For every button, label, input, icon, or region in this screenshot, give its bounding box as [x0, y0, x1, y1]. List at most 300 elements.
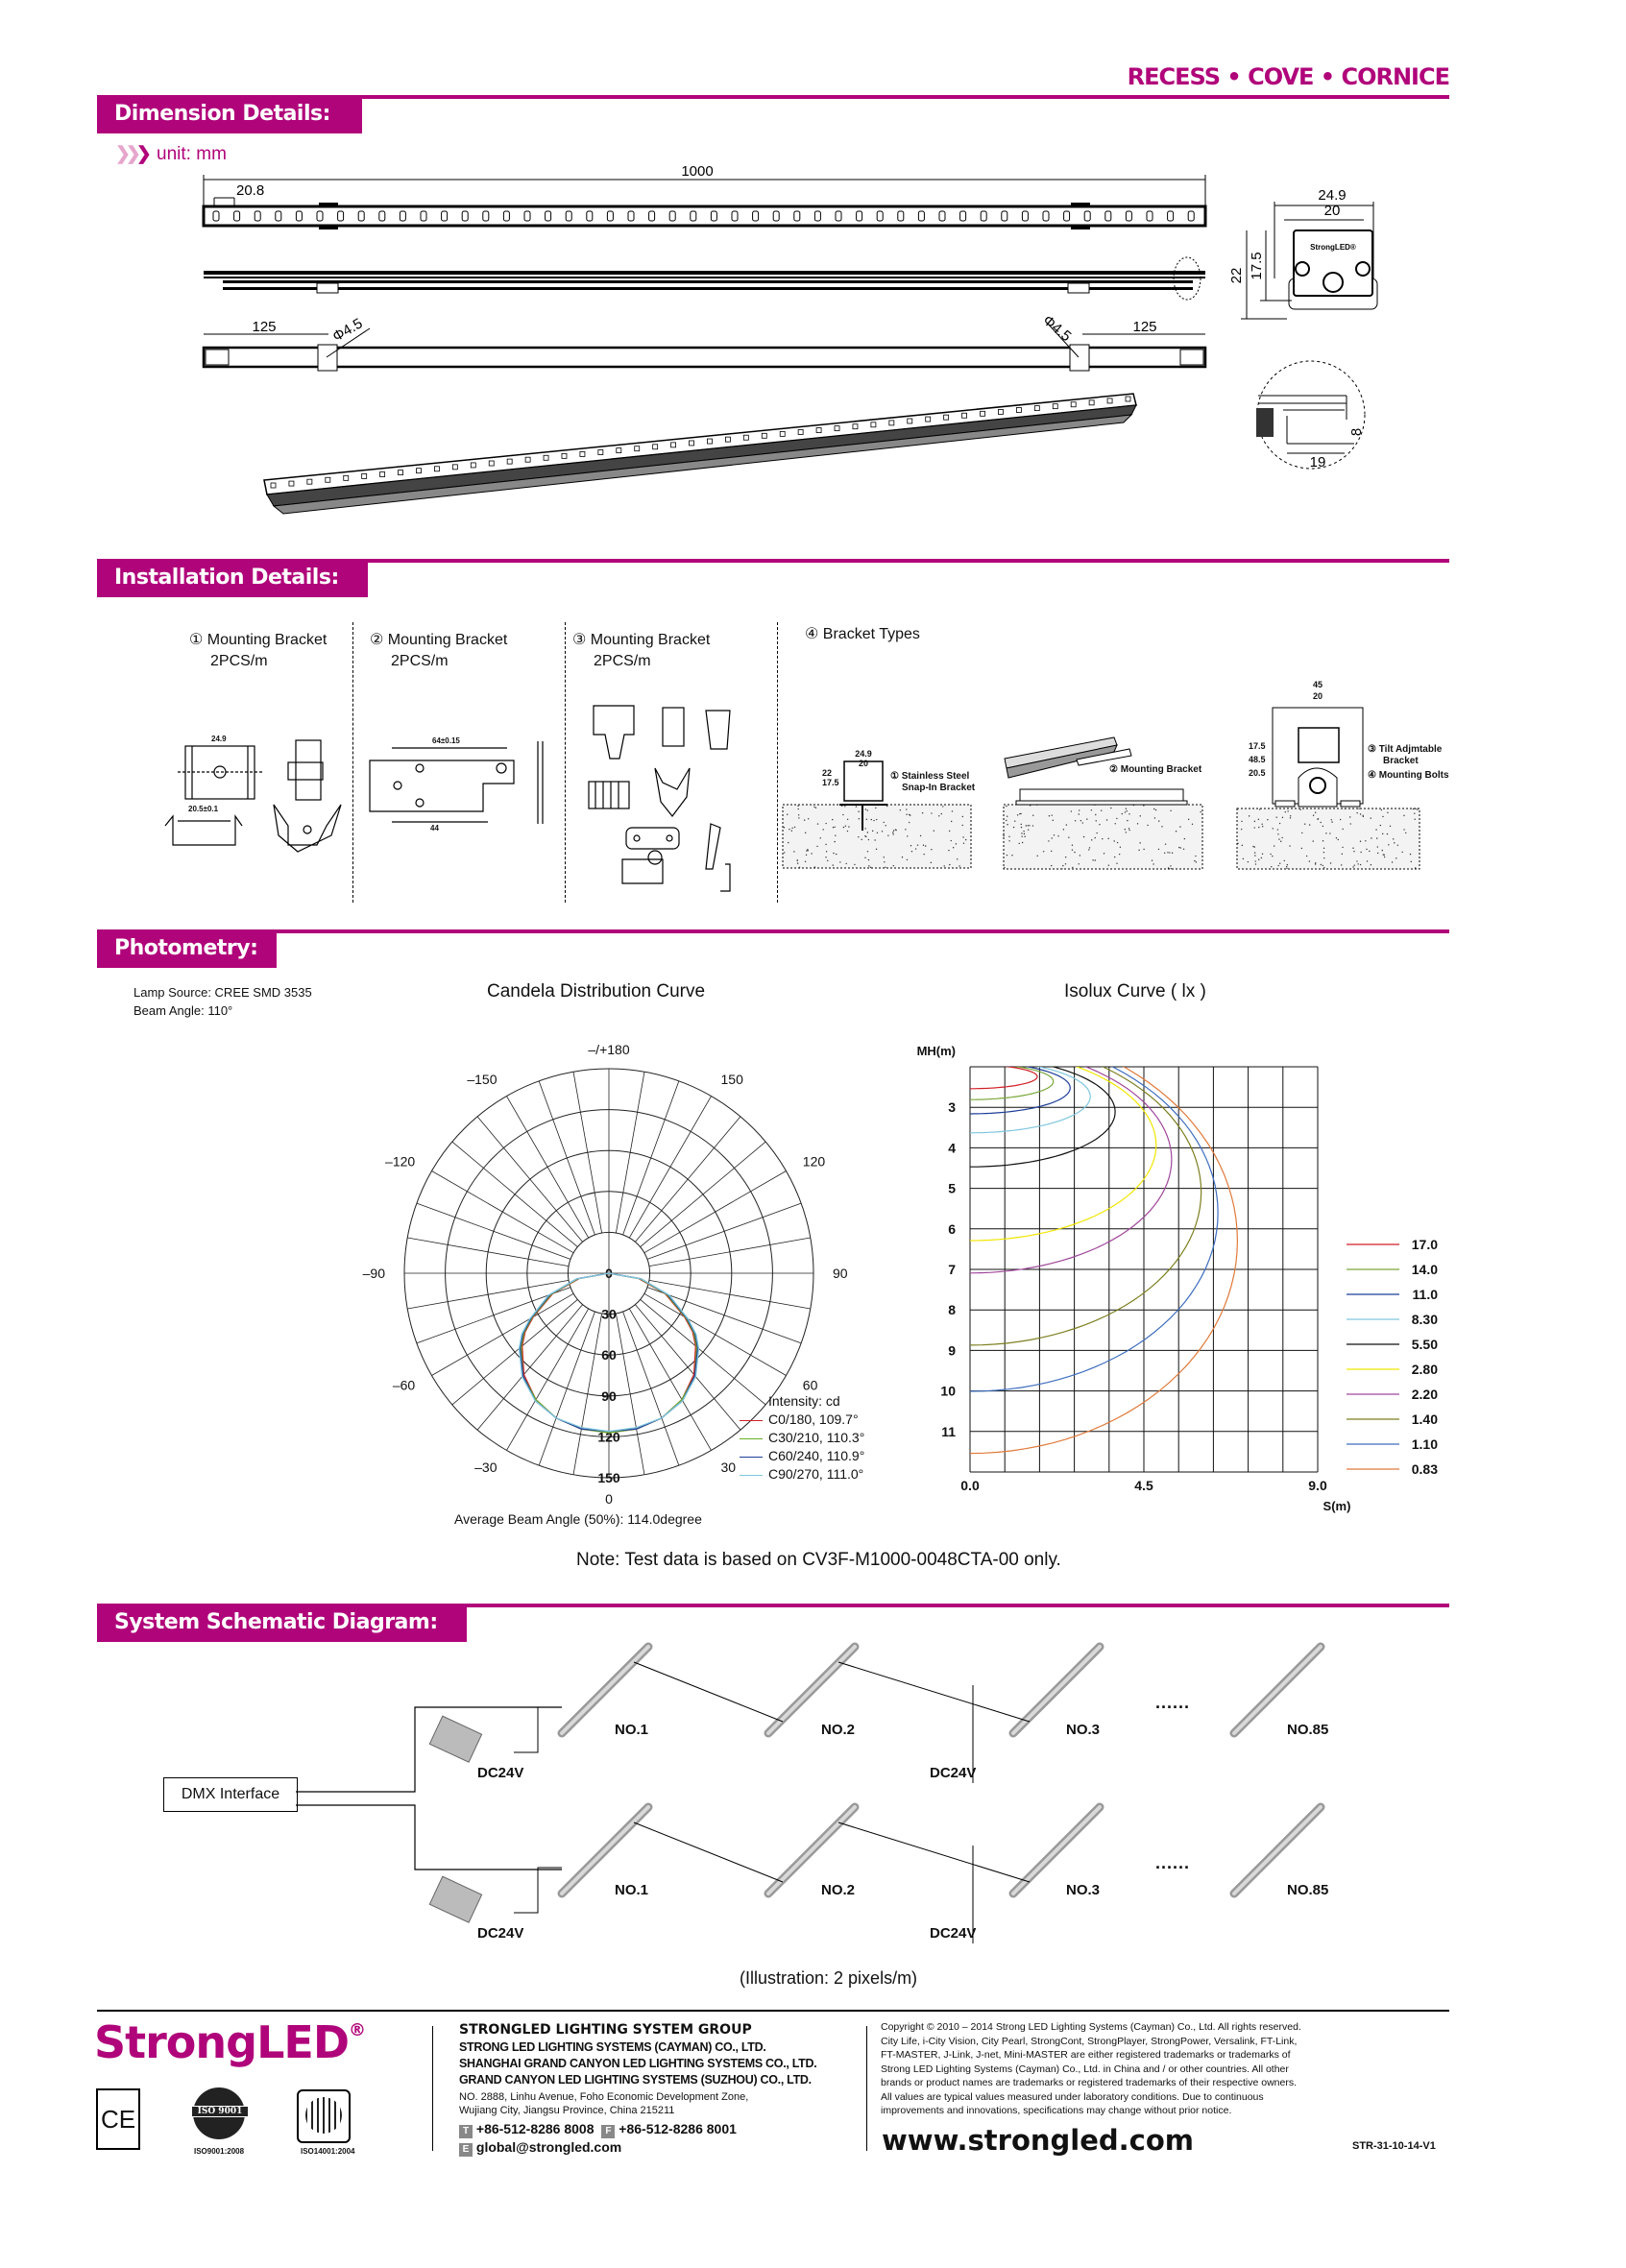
address-2: Wujiang City, Jiangsu Province, China 215211 — [459, 2105, 675, 2116]
x-axis-label: S(m) — [1323, 1499, 1351, 1513]
ground-speckle — [844, 806, 845, 807]
ground-speckle — [1008, 840, 1009, 841]
legend-label: 1.40 — [1411, 1411, 1438, 1427]
ground-block — [783, 805, 971, 868]
ground-speckle — [798, 808, 799, 809]
ground-speckle — [956, 843, 957, 844]
ground-speckle — [905, 829, 906, 830]
ground-speckle — [1282, 817, 1283, 818]
ground-speckle — [1153, 808, 1154, 809]
company-block — [459, 2022, 816, 2157]
polar-spoke — [452, 1142, 578, 1247]
legend-swatch — [740, 1475, 763, 1477]
phone-number: +86-512-8286 8008 — [475, 2121, 595, 2136]
ground-speckle — [1258, 827, 1259, 828]
ground-speckle — [1382, 850, 1383, 851]
ground-speckle — [1152, 860, 1153, 861]
ground-speckle — [1267, 819, 1268, 820]
ground-speckle — [1255, 860, 1256, 861]
ground-speckle — [907, 835, 908, 836]
ground-speckle — [834, 827, 835, 828]
ground-speckle — [1366, 849, 1367, 850]
daisy-chain-link — [838, 1822, 1030, 1882]
ground-speckle — [1125, 829, 1126, 830]
ground-speckle — [1258, 859, 1259, 860]
ground-speckle — [1168, 867, 1169, 868]
dim-height-inner: 17.5 — [1249, 252, 1265, 280]
polar-spoke — [452, 1299, 578, 1405]
section-header-dimension: Dimension Details: — [97, 95, 362, 133]
polar-angle-label: 150 — [720, 1072, 743, 1088]
ground-speckle — [1082, 822, 1083, 823]
ground-speckle — [1048, 840, 1049, 841]
ground-speckle — [1241, 829, 1242, 830]
ground-speckle — [892, 833, 893, 834]
ground-speckle — [1284, 860, 1285, 861]
ground-speckle — [1024, 833, 1025, 834]
daisy-chain-link — [634, 1662, 783, 1722]
ground-speckle — [813, 807, 814, 808]
legend-swatch — [740, 1457, 763, 1459]
ground-speckle — [1140, 815, 1141, 816]
led-fixture-highlight — [768, 1647, 855, 1733]
bracket-2-dim-length: 64±0.15 — [432, 736, 460, 745]
schematic-caption: (Illustration: 2 pixels/m) — [740, 1968, 918, 1988]
ground-speckle — [915, 848, 916, 849]
led-fixture-highlight — [768, 1807, 855, 1894]
ground-speckle — [1088, 849, 1089, 850]
address-1: NO. 2888, Linhu Avenue, Foho Economic Development Zone, — [459, 2091, 749, 2103]
ground-speckle — [1405, 832, 1406, 833]
ground-speckle — [1178, 847, 1179, 848]
x-tick-label: 9.0 — [1308, 1478, 1327, 1493]
ground-speckle — [931, 862, 932, 863]
ground-speckle — [893, 865, 894, 866]
test-note: Note: Test data is based on CV3F-M1000-0048CTA-00 only. — [576, 1550, 1061, 1570]
bracket-1-label: ① Mounting Bracket — [189, 632, 328, 648]
ground-speckle — [867, 809, 868, 810]
ground-speckle — [1008, 836, 1009, 837]
ground-speckle — [1254, 821, 1255, 822]
ground-speckle — [858, 810, 859, 811]
ground-speckle — [1192, 824, 1193, 825]
footer-divider — [866, 2026, 867, 2151]
ground-speckle — [843, 827, 844, 828]
ground-block — [1004, 805, 1202, 869]
ground-speckle — [1051, 865, 1052, 866]
copyright-line: Copyright © 2010 – 2014 Strong LED Lighting Systems (Cayman) Co., Ltd. All rights reserved. — [881, 2021, 1301, 2033]
ground-speckle — [1092, 859, 1093, 860]
ground-speckle — [952, 810, 953, 811]
ground-speckle — [1255, 863, 1256, 864]
ground-speckle — [1353, 851, 1354, 852]
ground-speckle — [877, 832, 878, 833]
ground-speckle — [784, 852, 785, 853]
ground-speckle — [1261, 857, 1262, 858]
ground-speckle — [835, 835, 836, 836]
ground-speckle — [1290, 815, 1291, 816]
power-line — [514, 1707, 562, 1752]
polar-angle-label: 120 — [802, 1153, 826, 1170]
ground-speckle — [1249, 815, 1250, 816]
ground-speckle — [864, 828, 865, 829]
ground-speckle — [834, 841, 835, 842]
polar-angle-label: –120 — [385, 1153, 416, 1170]
ground-speckle — [1315, 863, 1316, 864]
ground-speckle — [1154, 817, 1155, 818]
ground-speckle — [1280, 841, 1281, 842]
ground-speckle — [1387, 812, 1388, 813]
ground-speckle — [941, 813, 942, 814]
ground-speckle — [793, 851, 794, 852]
dmx-interface-box[interactable]: DMX Interface — [163, 1777, 298, 1812]
legend-label: 17.0 — [1411, 1237, 1438, 1252]
ground-speckle — [796, 859, 797, 860]
iso9001-label: ISO9001:2008 — [194, 2147, 245, 2156]
ground-speckle — [1349, 816, 1350, 817]
ground-speckle — [1377, 846, 1378, 847]
polar-spoke — [647, 1288, 801, 1343]
ground-speckle — [833, 853, 834, 854]
ground-speckle — [1017, 814, 1018, 815]
ground-speckle — [1188, 819, 1189, 820]
ground-speckle — [1125, 811, 1126, 812]
ground-speckle — [1331, 821, 1332, 822]
legend-swatch — [740, 1420, 763, 1422]
ground-speckle — [1278, 838, 1279, 839]
dim-hole-right: Φ4.5 — [1039, 312, 1075, 346]
ground-speckle — [1304, 823, 1305, 824]
dim-t3-lo: 20.5 — [1249, 768, 1266, 778]
ground-speckle — [1158, 820, 1159, 821]
ground-speckle — [1272, 856, 1273, 857]
type-3-label — [1368, 744, 1449, 782]
ground-speckle — [1341, 864, 1342, 865]
ground-speckle — [1155, 809, 1156, 810]
ground-speckle — [1095, 859, 1096, 860]
ground-speckle — [884, 822, 885, 823]
ground-speckle — [1113, 840, 1114, 841]
ground-speckle — [1363, 815, 1364, 816]
ground-speckle — [842, 814, 843, 815]
ground-speckle — [1024, 836, 1025, 837]
bracket-3-drawing — [589, 706, 730, 891]
polar-spoke — [649, 1238, 811, 1267]
legend-label: 1.10 — [1411, 1436, 1438, 1452]
ground-speckle — [797, 862, 798, 863]
ground-speckle — [1360, 841, 1361, 842]
x-tick-label: 0.0 — [960, 1478, 980, 1493]
profile-logo: StrongLED® — [1310, 243, 1356, 252]
ground-speckle — [1128, 813, 1129, 814]
ground-speckle — [816, 846, 817, 847]
polar-spoke — [407, 1238, 569, 1267]
ground-speckle — [1376, 837, 1377, 838]
section-header-photometry: Photometry: — [97, 929, 277, 968]
ground-speckle — [1164, 853, 1165, 854]
ground-speckle — [1184, 838, 1185, 839]
email-link[interactable]: global@strongled.com — [475, 2139, 622, 2155]
dmx-line — [296, 1805, 562, 1870]
polar-spoke — [623, 1081, 679, 1235]
ground-speckle — [1254, 852, 1255, 853]
ground-speckle — [1254, 855, 1255, 856]
dim-t3-i: 20 — [1312, 691, 1323, 701]
ground-speckle — [820, 837, 821, 838]
globe-icon — [305, 2097, 342, 2134]
legend-item — [740, 1447, 864, 1465]
ground-speckle — [1336, 837, 1337, 838]
ground-speckle — [1414, 813, 1415, 814]
ground-speckle — [1261, 824, 1262, 825]
ground-speckle — [1377, 853, 1378, 854]
website-link[interactable]: www.strongled.com — [882, 2124, 1195, 2157]
ground-speckle — [1415, 867, 1416, 868]
ground-speckle — [1286, 866, 1287, 867]
ground-speckle — [1183, 849, 1184, 850]
ground-speckle — [1179, 826, 1180, 827]
ground-speckle — [1329, 832, 1330, 833]
fax-icon: F — [601, 2125, 615, 2138]
ground-speckle — [1122, 813, 1123, 814]
ground-speckle — [1065, 863, 1066, 864]
ground-speckle — [1026, 825, 1027, 826]
dim-end-right: 125 — [1132, 319, 1157, 335]
type-3-dims — [1303, 679, 1332, 702]
ground-speckle — [1394, 842, 1395, 843]
copyright-line: brands or product names are trademarks or registered trademarks of their respective owners. — [881, 2077, 1298, 2088]
polar-spoke — [432, 1293, 574, 1375]
ground-speckle — [871, 819, 872, 820]
polar-spoke — [573, 1314, 602, 1475]
ground-speckle — [825, 844, 826, 845]
ground-speckle — [1254, 827, 1255, 828]
dim-t1-w: 24.9 — [855, 749, 872, 759]
ground-speckle — [1315, 862, 1316, 863]
ground-speckle — [1062, 865, 1063, 866]
legend-label: 2.80 — [1411, 1362, 1438, 1377]
y-tick-label: 7 — [948, 1262, 956, 1277]
ground-speckle — [1281, 837, 1282, 838]
ground-speckle — [1275, 816, 1276, 817]
ground-speckle — [1286, 868, 1287, 869]
ground-speckle — [1192, 804, 1193, 805]
psu-label: DC24V — [930, 1925, 977, 1942]
ground-speckle — [1382, 816, 1383, 817]
fixture-label: NO.85 — [1287, 1722, 1329, 1738]
ground-speckle — [1006, 806, 1007, 807]
ground-speckle — [1352, 848, 1353, 849]
ground-speckle — [1262, 826, 1263, 827]
polar-spoke — [507, 1097, 589, 1239]
ground-speckle — [1102, 838, 1103, 839]
polar-spoke — [644, 1293, 787, 1375]
ground-speckle — [1415, 808, 1416, 809]
ground-speckle — [836, 854, 837, 855]
ground-speckle — [1414, 818, 1415, 819]
ellipsis: ...... — [1155, 1853, 1191, 1872]
ground-speckle — [885, 867, 886, 868]
ground-speckle — [854, 864, 855, 865]
legend-item — [740, 1429, 864, 1447]
legend-label: 8.30 — [1411, 1312, 1438, 1327]
ground-speckle — [805, 832, 806, 833]
ground-speckle — [1306, 856, 1307, 857]
ground-speckle — [1403, 815, 1404, 816]
polar-angle-label: 90 — [833, 1266, 848, 1281]
phone-row — [459, 2120, 816, 2138]
ground-speckle — [847, 831, 848, 832]
ground-speckle — [1101, 810, 1102, 811]
type-2-label: ② Mounting Bracket — [1109, 764, 1202, 775]
legend-label: C60/240, 110.9° — [768, 1448, 865, 1463]
ground-speckle — [1331, 819, 1332, 820]
ground-speckle — [931, 812, 932, 813]
ground-speckle — [1313, 840, 1314, 841]
ground-speckle — [1410, 854, 1411, 855]
ground-speckle — [1004, 867, 1005, 868]
ground-speckle — [1393, 838, 1394, 839]
bracket-3-qty: 2PCS/m — [594, 653, 651, 669]
ground-speckle — [833, 864, 834, 865]
ground-speckle — [1242, 845, 1243, 846]
ground-speckle — [907, 859, 908, 860]
ground-speckle — [1063, 829, 1064, 830]
legend-label: 2.20 — [1411, 1387, 1438, 1402]
ground-speckle — [1403, 829, 1404, 830]
type-3-label-bolts: ④ Mounting Bolts — [1368, 770, 1449, 781]
fixture-label: NO.85 — [1287, 1882, 1329, 1898]
ground-speckle — [1259, 808, 1260, 809]
ground-speckle — [1413, 808, 1414, 809]
ground-speckle — [1021, 835, 1022, 836]
ground-speckle — [1382, 833, 1383, 834]
y-tick-label: 3 — [948, 1099, 956, 1116]
ground-speckle — [1013, 827, 1014, 828]
ground-speckle — [1390, 826, 1391, 827]
ground-speckle — [1356, 860, 1357, 861]
isolux-chart — [912, 1018, 1450, 1517]
dim-t3-w: 45 — [1312, 680, 1323, 689]
ground-speckle — [1277, 829, 1278, 830]
legend-label: 11.0 — [1412, 1287, 1438, 1302]
ground-speckle — [1022, 842, 1023, 843]
daisy-chain-link — [634, 1822, 783, 1882]
ground-speckle — [951, 821, 952, 822]
ground-speckle — [1323, 857, 1324, 858]
ground-speckle — [923, 845, 924, 846]
ground-speckle — [1036, 856, 1037, 857]
ground-speckle — [806, 855, 807, 856]
ground-speckle — [876, 849, 877, 850]
chevrons-icon: ❯❯ — [115, 144, 136, 164]
ground-speckle — [1011, 855, 1012, 856]
ground-speckle — [1014, 821, 1015, 822]
ground-speckle — [1165, 843, 1166, 844]
legend-label: C90/270, 111.0° — [768, 1466, 864, 1482]
radial-tick-label: 90 — [601, 1387, 617, 1404]
ground-speckle — [1003, 835, 1004, 836]
ground-speckle — [1365, 840, 1366, 841]
ground-speckle — [1171, 868, 1172, 869]
ground-speckle — [1049, 815, 1050, 816]
ground-speckle — [1317, 818, 1318, 819]
ground-speckle — [832, 819, 833, 820]
phone-icon: T — [459, 2125, 473, 2138]
fixture-label: NO.3 — [1066, 1882, 1101, 1898]
ground-speckle — [1161, 826, 1162, 827]
polar-spoke — [644, 1171, 787, 1253]
polar-spoke — [616, 1314, 644, 1475]
ground-speckle — [1237, 843, 1238, 844]
dim-end-left: 125 — [252, 319, 277, 335]
ground-speckle — [962, 825, 963, 826]
candela-chart-title: Candela Distribution Curve — [487, 981, 706, 1001]
ground-speckle — [895, 829, 896, 830]
ground-speckle — [797, 806, 798, 807]
led-fixture-highlight — [1234, 1647, 1321, 1733]
ground-speckle — [893, 830, 894, 831]
ground-speckle — [1241, 821, 1242, 822]
bracket-2-label: ② Mounting Bracket — [370, 632, 508, 648]
ground-speckle — [1169, 852, 1170, 853]
legend-item — [740, 1465, 864, 1484]
radial-tick-label: 60 — [601, 1347, 617, 1363]
ground-speckle — [1021, 827, 1022, 828]
ground-speckle — [1323, 867, 1324, 868]
ground-speckle — [1019, 843, 1020, 844]
ground-speckle — [1028, 825, 1029, 826]
ground-speckle — [1057, 835, 1058, 836]
ground-speckle — [1158, 849, 1159, 850]
ground-speckle — [882, 831, 883, 832]
ce-mark — [96, 2088, 140, 2150]
y-axis-label: MH(m) — [916, 1044, 956, 1058]
polar-spoke — [432, 1171, 574, 1253]
ground-speckle — [1128, 830, 1129, 831]
section-rule — [97, 929, 1449, 933]
ground-speckle — [1200, 811, 1201, 812]
ground-speckle — [1381, 809, 1382, 810]
ground-speckle — [1301, 832, 1302, 833]
ground-speckle — [1053, 820, 1054, 821]
ground-speckle — [1019, 813, 1020, 814]
polar-spoke — [417, 1203, 570, 1259]
power-line — [514, 1868, 562, 1913]
polar-spoke — [647, 1203, 801, 1259]
bracket-1-qty: 2PCS/m — [210, 653, 268, 669]
ground-speckle — [1248, 861, 1249, 862]
ground-speckle — [784, 827, 785, 828]
strongled-logo — [94, 2016, 365, 2068]
ground-speckle — [798, 814, 799, 815]
ground-speckle — [884, 861, 885, 862]
beam-angle: Beam Angle: 110° — [133, 1003, 233, 1018]
ground-speckle — [1052, 814, 1053, 815]
polar-spoke — [616, 1072, 644, 1233]
ground-speckle — [1299, 808, 1300, 809]
ground-speckle — [1167, 852, 1168, 853]
dim-t3-h: 48.5 — [1249, 755, 1266, 764]
polar-angle-label: –150 — [467, 1072, 498, 1088]
ground-speckle — [942, 806, 943, 807]
ground-speckle — [1279, 823, 1280, 824]
ground-speckle — [906, 813, 907, 814]
ground-speckle — [814, 866, 815, 867]
ground-speckle — [962, 836, 963, 837]
ground-speckle — [811, 853, 812, 854]
ground-speckle — [1342, 854, 1343, 855]
